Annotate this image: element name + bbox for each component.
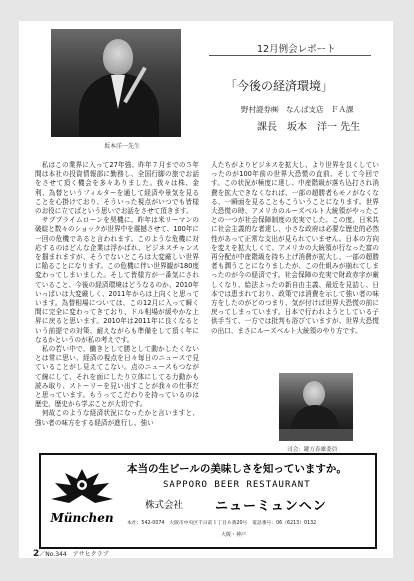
ad-headline: 本当の生ビールの美味しさを知っていますか。 [127,463,347,475]
page-footer [33,549,109,559]
company-prefix: 株式会社 [145,500,184,511]
ad-subtitle: SAPPORO BEER RESTAURANT [163,480,311,490]
speaker-photo [51,29,181,137]
issue-label: ／No.344 アサヒクラブ [39,551,109,558]
munchen-logo [47,465,117,539]
page-number: 2 [33,549,40,559]
moderator-photo [279,373,353,441]
report-title: 12月例会レポート [257,44,336,55]
speaker-name: 課長 坂本 洋一 先生 [257,122,361,133]
title-divider [209,55,371,56]
company-address: 本社：542-0074 大阪市中央区千日前１丁目６番20号 電話番号：06（6213）0132 [127,521,317,526]
branch-locations: 大阪・神戸 [221,532,247,538]
desk-shape [279,429,353,441]
brand-name: ニューミュンヘン [215,499,327,514]
logo-wordmark: München [50,511,114,525]
newsletter-page [19,21,393,558]
moderator-head-shape [303,381,325,407]
speaker-photo-caption: 坂本洋一先生 [103,143,140,150]
eagle-emblem-icon [47,465,117,539]
speaker-head-shape [103,39,133,75]
advertisement [39,453,377,549]
article-column-left: 私はこの業界に入って27年強、昨年７月までの５年間は本社の投資情報部に勤務し、全国行脚の旅でお話をさせて頂く機会を多々ありました。我々は株、金利、為替というフィルターを通して経済や景気を見ることを心掛けており、そういった視点がいつでも皆様のお役に立てばという思いでお話をさせて頂きます。 サブプライムローンを契機に、昨年は米リーマンの破綻と数々のショックが世界中を震撼させて、100年に一回の危機であると言われます。このような危機に対応するのはどんな企業は浮かばれ、ビジネスチャンスを掴まれますが、そうでないところは大変厳しい世界に陥ることになります。この危機に伴い世界観が180度変わってしまいました。そして皆様方が一番気にされていること、今後の経済環境はどうなるのか、2010年いっぱいは大変厳しく、2011年からは上向くと思っています。為替相場については、この12月に入って瞬く間に完全に変わってきており、ドル相場が緩やかな上昇に戻ると思います。2010年は2011年に良くなるという前提での対策、耐えながらも準備をして頂く年になるかというのが私の考えです。 私の若い中で、働きとして勝として動かしたくないとは常に思い、経済の視点を日々毎日のニュースで見ていることがし見えてこない。点のニュースもつながて線にして、それを面にしたり立体にしてる力動かも読み取り、ストーリーを見い出すことが我々の仕事だと思っています。もうってこだわりを持っているのは歴史、歴史から学ぶことが大切です。 何故このような経済状況になったかと言いますと、強い者の味方をする経済が進行し、強い [35,161,199,427]
speaker-affiliation: 野村證券㈱ なんば支店 ＦＡ課 [241,105,354,114]
moderator-photo-caption: 司会：鍵方春雄委員 [287,447,338,453]
article-column-right: 人たちがよりビジネスを拡大し、より世界を良くしていったのが100年前の世界大恐慌の直前、そして今回です。この状況が極度に達し、中産階級が落ち込打され消費を拡大できなくなれば、一部の超勝者もモノがなくなる、一瞬面を見ることもこういうことになります。世界大恐慌の時、アメリカのルーズベルト大統領がやったことの一つが社会保障制度の充実でした。この度、日米共に社会主義的な者達し、小さな政府は必要な歴史的必然性があって正常な支出が見られていません。日本の方向を変えを拡大しくて、アメリカの大統領が行なった富の再分配が中産階級を持ち上げ消費が拡大し、一部の超勝者も潤うことになりましたが、この仕組みが崩れてしまったのが今の経済です。社会保障の充実で財政赤字が厳しくなり、給法よったの新自由主義、最近を見詰し、日本では恵まれており、政策では消費を示して強い者の味方をしたのがどのつまり、気が付けば世界大恐慌の前に戻ってしまっています。日本で行われようとしている子供手当て、一方では批判も浴びていますが、世界大恐慌の出口、まさにルーズベルト大統領のやり方です。 [211,161,379,335]
lecture-title: 「今後の経済環境」 [225,79,334,93]
